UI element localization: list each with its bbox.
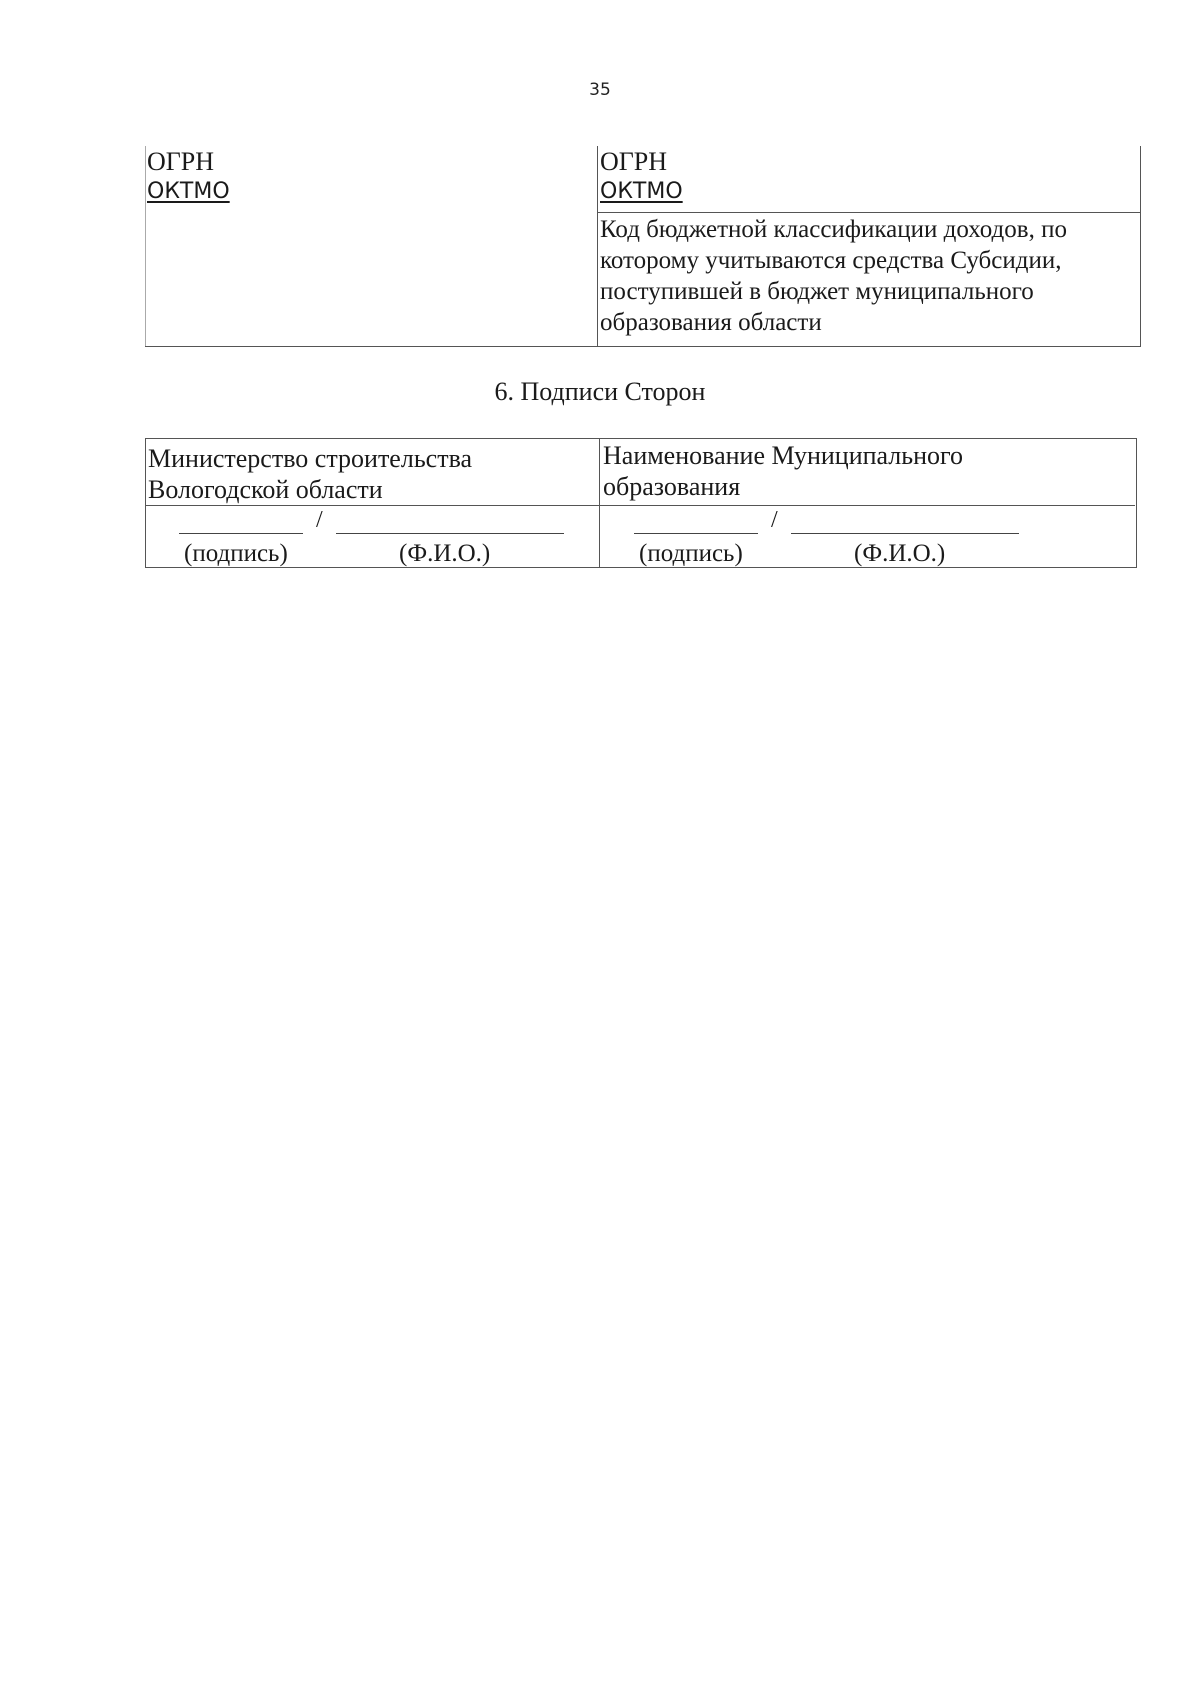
party-name-line: Вологодской области — [148, 475, 383, 504]
column-divider — [597, 146, 598, 346]
section-title: 6. Подписи Сторон — [494, 377, 706, 406]
signature-blank-line — [179, 533, 303, 534]
signature-block-left — [146, 509, 596, 565]
signature-slash: / — [771, 507, 778, 533]
budget-code-line: которому учитываются средства Субсидии, — [600, 247, 1062, 274]
budget-code-text — [600, 214, 1138, 338]
name-caption: (Ф.И.О.) — [854, 540, 946, 567]
signature-caption: (подпись) — [639, 540, 743, 567]
name-blank-line — [791, 533, 1019, 534]
requisites-table — [145, 146, 1141, 347]
requisites-left-column — [147, 147, 587, 207]
oktmo-label-left: ОКТМО — [147, 179, 230, 204]
signatures-row-divider — [146, 505, 1135, 506]
party-name-right — [603, 440, 1123, 502]
budget-code-line: образования области — [600, 309, 822, 336]
party-name-line: образования — [603, 472, 741, 501]
signature-slash: / — [316, 507, 323, 533]
party-name-line: Министерство строительства — [148, 444, 473, 473]
name-blank-line — [336, 533, 564, 534]
ogrn-label-right: ОГРН — [600, 147, 668, 176]
requisites-right-column — [600, 147, 1138, 207]
signature-block-right — [601, 509, 1051, 565]
page-number: 35 — [589, 80, 611, 100]
budget-code-rule — [597, 212, 1140, 213]
budget-code-line: поступившей в бюджет муниципального — [600, 278, 1034, 305]
budget-code-line: Код бюджетной классификации доходов, по — [600, 216, 1067, 243]
name-caption: (Ф.И.О.) — [399, 540, 491, 567]
party-name-line: Наименование Муниципального — [603, 441, 964, 470]
signature-caption: (подпись) — [184, 540, 288, 567]
ogrn-label-left: ОГРН — [147, 147, 215, 176]
oktmo-label-right: ОКТМО — [600, 179, 683, 204]
signatures-table — [145, 438, 1137, 568]
signature-blank-line — [634, 533, 758, 534]
party-name-left — [148, 443, 588, 505]
table-left-edge — [145, 146, 146, 346]
signatures-column-divider — [599, 439, 600, 567]
